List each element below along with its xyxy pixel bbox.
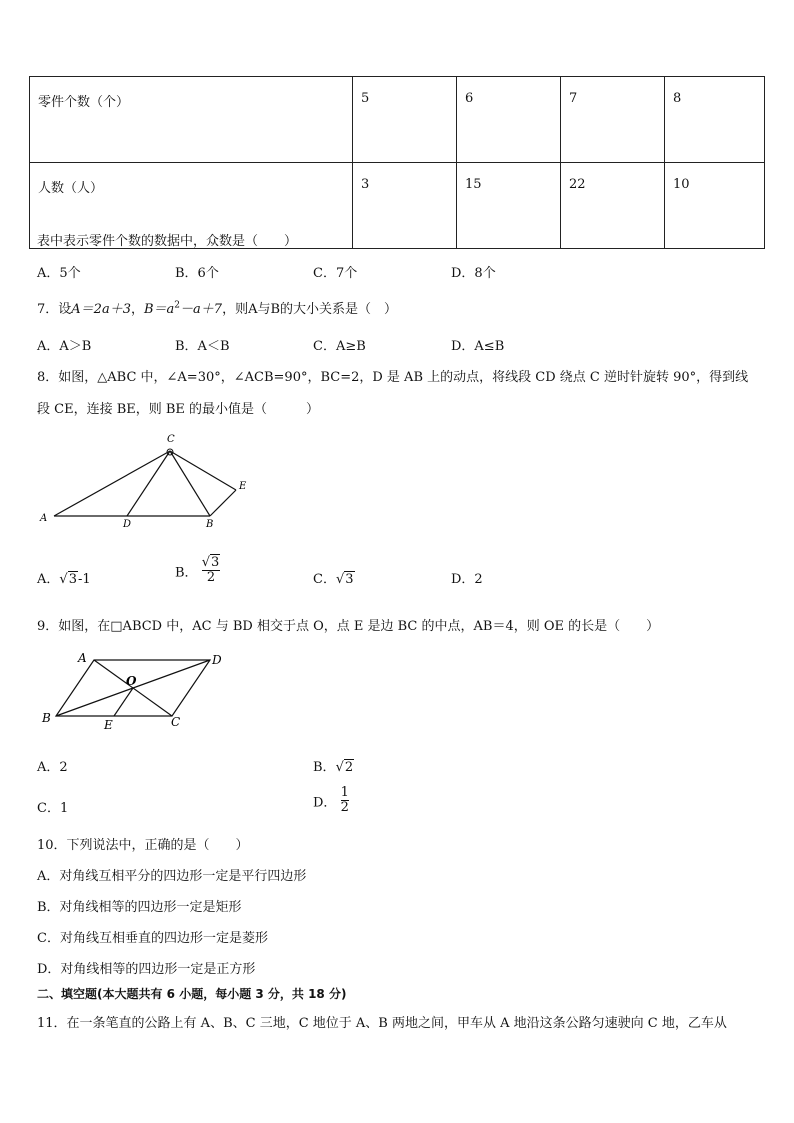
q8-option-d: D．2 [451,572,483,587]
q8-label-e: E [239,481,247,492]
q8-stem-line2: 段 CE，连接 BE，则 BE 的最小值是（ ） [37,402,320,417]
q9-option-d-label: D． [313,795,337,811]
q6-stem: 表中表示零件个数的数据中，众数是（ ） [37,234,298,249]
q9-label-e: E [104,718,113,732]
q9-option-c: C．1 [37,801,69,816]
q9-parallelogram-figure [38,648,238,734]
q7-expr-b-rest: －a＋7 [180,302,223,317]
section-heading: 二、填空题(本大题共有 6 小题，每小题 3 分，共 18 分) [37,987,347,1001]
q6-option-a: A．5个 [37,266,81,281]
q6-option-b: B．6个 [175,266,219,281]
q6-option-c: C．7个 [313,266,358,281]
q9-option-a: A．2 [37,760,68,775]
q9-option-b-label: B． [313,760,336,775]
q10-option-b: B．对角线相等的四边形一定是矩形 [37,900,242,915]
q8-option-c: C．√3 [313,572,354,587]
q7-expr-b-base: B＝a [143,302,175,317]
q8-option-b-denominator: 2 [206,570,216,586]
q8-stem-line1: 8．如图，△ABC 中，∠A=30°，∠ACB=90°，BC=2，D 是 AB 上的动点，将线段 CD 绕点 C 逆时针旋转 90°，得到线 [37,370,749,385]
q9-option-d-numerator: 1 [340,785,349,800]
q8-option-b-label: B． [175,565,198,581]
table-cell: 6 [457,77,561,163]
q7-expr-a: A＝2a＋3 [71,302,131,317]
q8-triangle-figure [30,430,260,530]
q8-option-c-radicand: 3 [345,572,354,587]
q11-stem: 11．在一条笔直的公路上有 A、B、C 三地，C 地位于 A、B 两地之间，甲车从 A 地沿这条公路匀速驶向 C 地，乙车从 [37,1016,727,1031]
table-cell: 5 [353,77,457,163]
q9-stem: 9．如图，在□ABCD 中，AC 与 BD 相交于点 O，点 E 是边 BC 的中点，AB＝4，则 OE 的长是（ ） [37,619,660,634]
q8-option-b: B． $\frac{√3}{2}$ [175,555,220,586]
table-cell: 10 [665,163,765,249]
q9-label-a: A [78,651,87,665]
q9-option-b: B．√2 [313,760,354,775]
q8-option-a-tail: -1 [77,572,91,587]
q10-option-d: D．对角线相等的四边形一定是正方形 [37,962,256,977]
q8-label-b: B [206,519,214,530]
q8-label-a: A [40,513,48,524]
q8-option-c-label: C． [313,572,336,587]
table-row [30,77,765,163]
q7-option-a: A．A＞B [37,339,92,354]
q10-option-a: A．对角线互相平分的四边形一定是平行四边形 [37,869,307,884]
q7-prefix: 7．设 [37,302,72,317]
q7-option-c: C．A≥B [313,339,366,354]
table-cell: 15 [457,163,561,249]
table-cell: 7 [561,77,665,163]
q7-separator: ， [130,302,144,317]
q9-label-c: C [171,715,181,729]
q9-option-b-radicand: 2 [344,760,354,775]
q8-label-d: D [123,519,132,530]
q8-label-c: C [167,434,175,445]
q9-label-d: D [212,653,222,667]
table-cell: 8 [665,77,765,163]
q8-option-a-radicand: 3 [68,572,77,587]
q9-label-b: B [42,711,51,725]
q9-option-d [313,786,349,816]
q7-option-d: D．A≤B [451,339,505,354]
q8-option-a: A．√3-1 [37,572,91,587]
table-cell: 人数（人） [30,163,353,249]
q8-option-b-radicand: 3 [211,555,220,570]
q9-label-o: O [126,674,137,688]
table-cell: 3 [353,163,457,249]
q7-suffix: ，则A与B的大小关系是（ ） [222,302,398,317]
q7-stem [37,298,397,317]
data-table [29,76,765,249]
q10-stem: 10．下列说法中，正确的是（ ） [37,838,249,853]
q10-option-c: C．对角线互相垂直的四边形一定是菱形 [37,931,268,946]
q7-option-b: B．A＜B [175,339,230,354]
q6-option-d: D．8个 [451,266,496,281]
q8-option-a-label: A． [37,572,60,587]
q7-expr-b-exponent: 2 [174,300,181,311]
table-cell: 零件个数（个） [30,77,353,163]
table-cell: 22 [561,163,665,249]
q9-option-d-denominator: 2 [340,800,349,816]
